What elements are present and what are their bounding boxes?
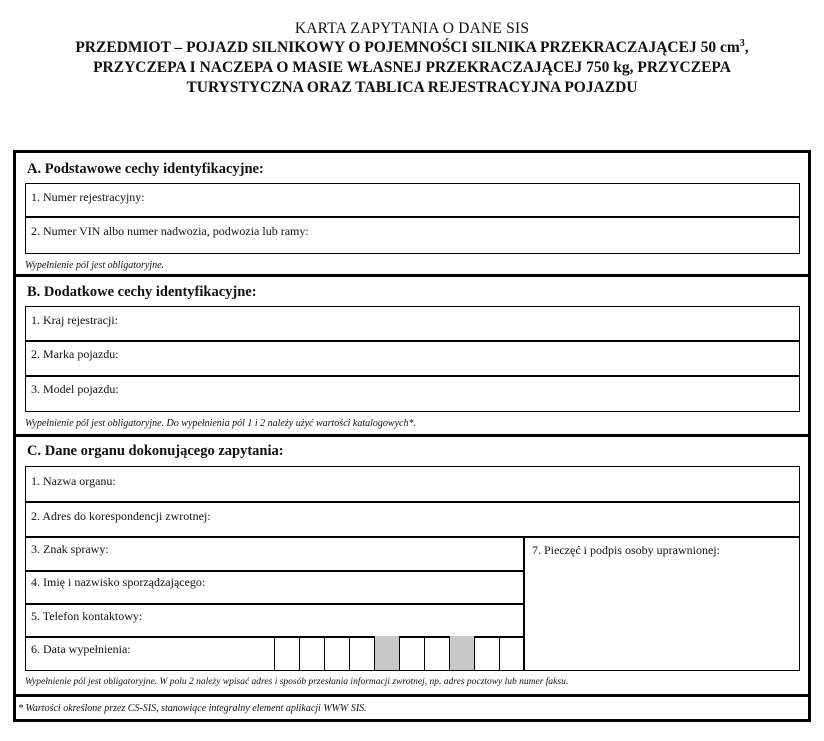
date-separator-cell (449, 636, 474, 670)
form-title: KARTA ZAPYTANIA O DANE SIS (294, 20, 530, 37)
date-cell[interactable] (349, 636, 374, 670)
section-c-heading: C. Dane organu dokonującego zapytania: (27, 443, 284, 459)
vehicle-make-field[interactable] (130, 342, 798, 374)
stamp-signature-area[interactable] (526, 560, 798, 669)
section-divider (13, 274, 811, 277)
fill-date-label: 6. Data wypełnienia: (31, 642, 131, 656)
contact-phone-field[interactable] (150, 605, 521, 635)
date-cell[interactable] (324, 636, 349, 670)
return-address-field[interactable] (220, 503, 798, 535)
vehicle-make-label: 2. Marka pojazdu: (31, 347, 119, 361)
case-reference-field[interactable] (115, 538, 521, 569)
footnote: * Wartości określone przez CS-SIS, stanowiące integralny element aplikacji WWW SIS. (18, 703, 367, 714)
vehicle-model-field[interactable] (130, 377, 798, 410)
section-a-heading: A. Podstawowe cechy identyfikacyjne: (27, 161, 264, 177)
section-divider (13, 694, 811, 697)
date-cell[interactable] (499, 636, 523, 670)
subject-line-2: PRZYCZEPA I NACZEPA O MASIE WŁASNEJ PRZEKRACZAJĄCEJ 750 kg, PRZYCZEPA (93, 59, 731, 76)
registration-country-label: 1. Kraj rejestracji: (31, 313, 118, 327)
preparer-name-field[interactable] (215, 572, 521, 602)
authority-name-field[interactable] (120, 468, 798, 500)
subject-line-3: TURYSTYCZNA ORAZ TABLICA REJESTRACYJNA POJAZDU (186, 79, 638, 96)
date-cell[interactable] (299, 636, 324, 670)
section-divider (13, 434, 811, 437)
authority-name-label: 1. Nazwa organu: (31, 474, 116, 488)
date-cell[interactable] (399, 636, 424, 670)
registration-country-field[interactable] (130, 308, 798, 339)
date-cell[interactable] (474, 636, 499, 670)
section-a-note: Wypełnienie pól jest obligatoryjne. (25, 260, 165, 271)
return-address-label: 2. Adres do korespondencji zwrotnej: (31, 509, 211, 523)
vehicle-model-label: 3. Model pojazdu: (31, 382, 119, 396)
form-subject (0, 38, 824, 98)
case-reference-label: 3. Znak sprawy: (31, 542, 109, 556)
registration-number-label: 1. Numer rejestracyjny: (31, 190, 145, 204)
section-b-note: Wypełnienie pól jest obligatoryjne. Do wypełnienia pól 1 i 2 należy użyć wartości katalogowych*. (25, 418, 416, 429)
preparer-name-label: 4. Imię i nazwisko sporządzającego: (31, 575, 206, 589)
subject-line-1: PRZEDMIOT – POJAZD SILNIKOWY O POJEMNOŚCI SILNIKA PRZEKRACZAJĄCEJ 50 $cm^3$, (75, 38, 749, 56)
section-c-note: Wypełnienie pól jest obligatoryjne. W polu 2 należy wpisać adres i sposób przesłania informacji zwrotnej, np. adres pocztowy lub numer faksu. (25, 677, 569, 687)
date-cell[interactable] (274, 636, 299, 670)
section-b-heading: B. Dodatkowe cechy identyfikacyjne: (27, 284, 257, 300)
vin-number-field[interactable] (350, 218, 798, 252)
date-separator-cell (374, 636, 399, 670)
registration-number-field[interactable] (180, 185, 798, 215)
date-cell[interactable] (424, 636, 449, 670)
contact-phone-label: 5. Telefon kontaktowy: (31, 609, 143, 623)
stamp-signature-label: 7. Pieczęć i podpis osoby uprawnionej: (532, 543, 720, 557)
vin-number-label: 2. Numer VIN albo numer nadwozia, podwozia lub ramy: (31, 224, 309, 238)
